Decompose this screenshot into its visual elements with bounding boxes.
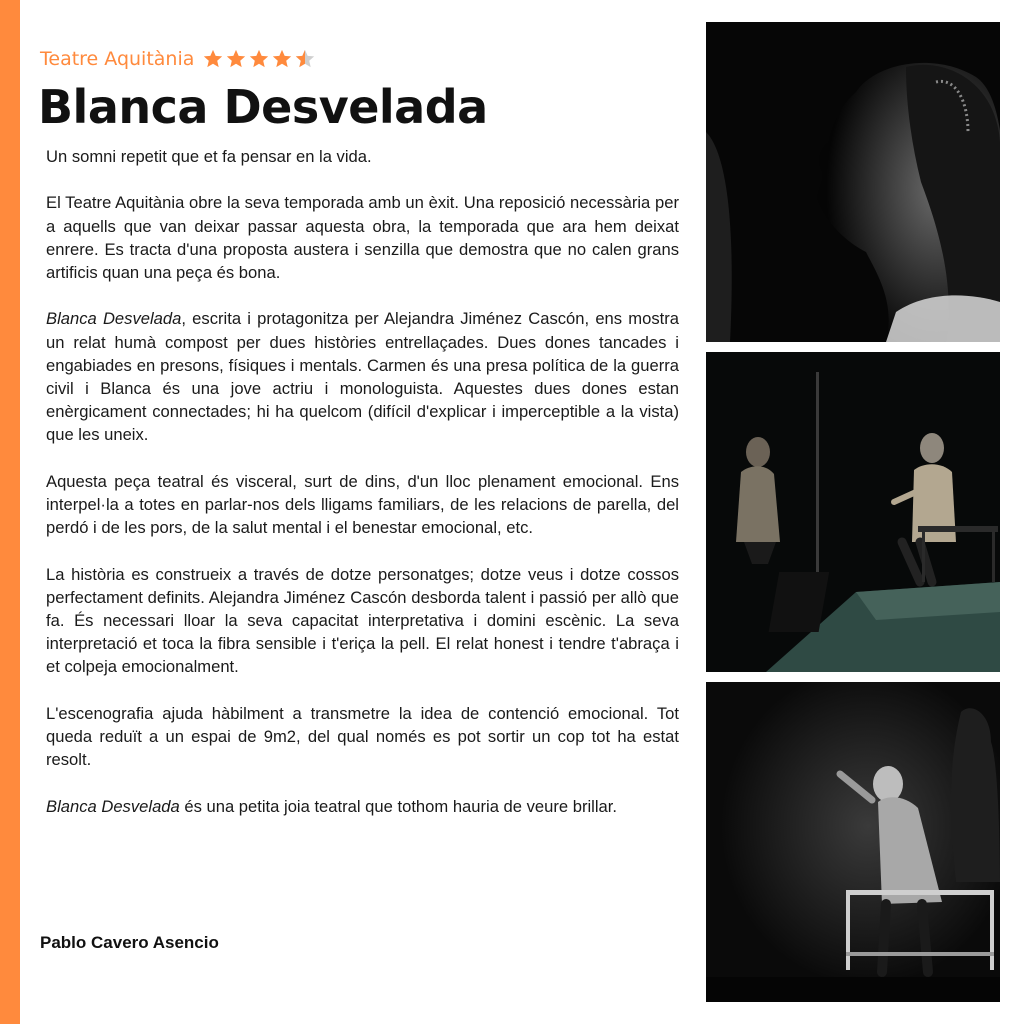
- half-star-icon: [294, 48, 316, 70]
- article-paragraph: Aquesta peça teatral és visceral, surt de dins, d'un lloc plenament emocional. Ens interpel·la a totes en parlar-nos dels lligams familiars, de les relacions de parella, del perdó i de les pors, de la salut mental i el benestar emocional, etc.: [46, 471, 679, 538]
- article-paragraph: [46, 795, 679, 818]
- author-name: Pablo Cavero Asencio: [40, 933, 219, 952]
- star-rating: [202, 48, 316, 70]
- article-paragraph: [46, 307, 679, 446]
- venue-rating-header: [40, 44, 316, 74]
- article-paragraph: El Teatre Aquitània obre la seva temporada amb un èxit. Una reposició necessària per a aquells que van deixar passar aquesta obra, la temporada que ara hem deixat enrere. Es tracta d'una proposta austera i senzilla que demostra que no calen grans artificis quan una peça és bona.: [46, 193, 679, 282]
- venue-name: Teatre Aquitània: [40, 48, 195, 70]
- photo-stage-scene: [706, 352, 1000, 672]
- stage-scene-image: [706, 352, 1000, 672]
- star-icon: [248, 48, 270, 70]
- play-title-italic: Blanca Desvelada: [46, 796, 180, 816]
- play-title-italic: Blanca Desvelada: [46, 309, 182, 329]
- photo-portrait: [706, 22, 1000, 342]
- photo-performance: [706, 682, 1000, 1002]
- article-lead: Un somni repetit que et fa pensar en la vida.: [46, 147, 372, 166]
- star-icon: [271, 48, 293, 70]
- article-paragraph: L'escenografia ajuda hàbilment a transmetre la idea de contenció emocional. Tot queda reduït a un espai de 9m2, del qual només es pot sortir un cop tot ha estat resolt.: [46, 703, 679, 770]
- star-icon: [202, 48, 224, 70]
- article-paragraph: La història es construeix a través de dotze personatges; dotze veus i dotze cossos perfectament definits. Alejandra Jiménez Cascón desborda talent i passió per allò que fa. És necessari lloar la seva capacitat interpretativa i domini escènic. La seva interpretació et toca la fibra sensible i t'eriça la pell. El relat honest i tendre t'abraça i et colpeja emocionalment.: [46, 564, 679, 677]
- page-title: Blanca Desvelada: [38, 80, 488, 134]
- portrait-image: [706, 22, 1000, 342]
- star-icon: [225, 48, 247, 70]
- performance-image: [706, 682, 1000, 1002]
- paragraph-text: és una petita joia teatral que tothom hauria de veure brillar.: [179, 796, 618, 816]
- article-body: [46, 145, 679, 841]
- paragraph-text: , escrita i protagonitza per Alejandra Jiménez Cascón, ens mostra un relat humà compost per dues històries entrellaçades. Dues dones tancades i engabiades en presons, físiques i mentals. Carmen és una presa política de la guerra civil i Blanca és una jove actriu i monologuista. Aquestes dues dones estan enèrgicament connectades; hi ha quelcom (difícil d'explicar i imperceptible a la vista) que les uneix.: [46, 309, 679, 445]
- accent-bar: [0, 0, 20, 1024]
